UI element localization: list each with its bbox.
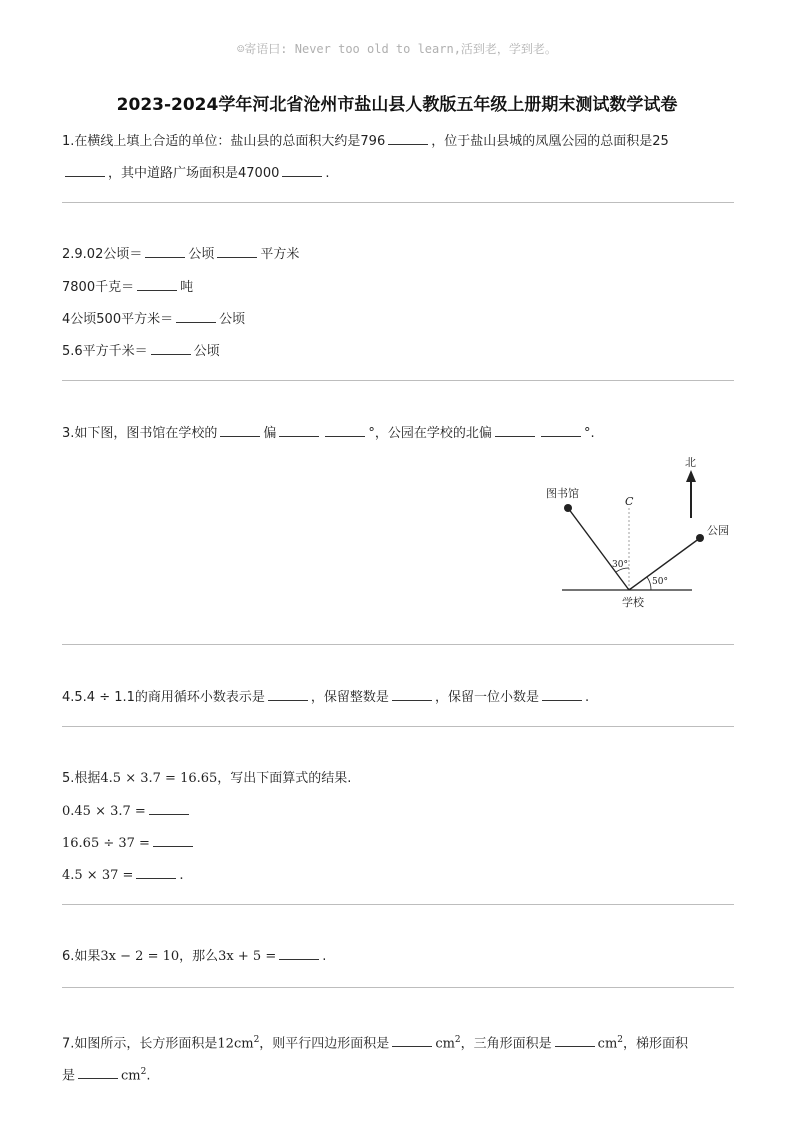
q4-blank-1[interactable]: [268, 688, 308, 701]
q7-blank-3[interactable]: [78, 1066, 118, 1079]
q7-sup-2: 2: [454, 1035, 461, 1045]
divider: [62, 644, 734, 645]
divider: [62, 987, 734, 988]
q5-l1-text: 0.45 × 3.7 =: [62, 804, 146, 819]
question-2-line-2: [62, 278, 193, 297]
q2-blank-4[interactable]: [176, 310, 216, 323]
divider: [62, 202, 734, 203]
question-3-line: [62, 424, 595, 443]
q4-blank-2[interactable]: [392, 688, 432, 701]
q5-l3-end: .: [179, 868, 184, 883]
q1-text-c: ，其中道路广场面积是47000: [108, 166, 280, 181]
q1-text-b: ，位于盐山县城的凤凰公园的总面积是25: [431, 134, 669, 149]
watermark: ☺寄语曰: Never too old to learn,活到老，学到老。: [237, 42, 557, 56]
question-5-intro: [62, 770, 351, 788]
q5-blank-2[interactable]: [153, 834, 193, 847]
q5-blank-3[interactable]: [136, 866, 176, 879]
q2-l3-text-b: 公顷: [219, 312, 246, 327]
q2-l1-text-a: 2.9.02公顷＝: [62, 247, 143, 262]
question-6-line: [62, 947, 326, 966]
q3-blank-1[interactable]: [220, 424, 260, 437]
q7-text-e: 是: [62, 1068, 76, 1084]
q7-text-d: ，梯形面积: [623, 1036, 689, 1052]
q1-blank-2[interactable]: [65, 164, 105, 177]
library-point: [564, 504, 572, 512]
question-7-line-2: [62, 1063, 151, 1085]
question-2-line-1: [62, 245, 299, 264]
school-label: 学校: [622, 596, 644, 609]
question-5-line-2: [62, 834, 196, 853]
q7-text-a: 7.如图所示，长方形面积是: [62, 1036, 218, 1052]
q2-l4-text-b: 公顷: [193, 344, 220, 359]
q7-sup-3: 2: [617, 1035, 624, 1045]
park-label: 公园: [707, 524, 729, 537]
q7-area-value: 12cm: [217, 1036, 254, 1052]
angle-50-label: 50°: [652, 577, 668, 587]
question-2-line-4: [62, 342, 220, 361]
question-1-line-2: [62, 164, 330, 183]
q1-blank-1[interactable]: [388, 132, 428, 145]
divider: [62, 904, 734, 905]
question-5-line-1: [62, 802, 192, 821]
q5-intro-text-a: 5.根据: [62, 771, 101, 786]
direction-diagram: [540, 450, 740, 620]
q3-text-a: 3.如下图，图书馆在学校的: [62, 426, 218, 441]
q5-intro-math: 4.5 × 3.7 = 16.65: [100, 771, 218, 786]
q6-blank-1[interactable]: [279, 947, 319, 960]
angle-arc-50: [647, 577, 651, 590]
park-point: [696, 534, 704, 542]
question-7-line-1: [62, 1031, 688, 1053]
question-5-line-3: [62, 866, 184, 885]
q2-blank-3[interactable]: [137, 278, 177, 291]
q1-text-a: 1.在横线上填上合适的单位：盐山县的总面积大约是796: [62, 134, 386, 149]
q6-text-b: ，那么: [179, 949, 219, 964]
q5-l2-text: 16.65 ÷ 37 =: [62, 836, 150, 851]
divider: [62, 380, 734, 381]
q7-text-b: ，则平行四边形面积是: [259, 1036, 390, 1052]
q5-blank-1[interactable]: [149, 802, 189, 815]
q3-text-c: °，公园在学校的北偏: [368, 426, 492, 441]
q7-unit-2: cm: [597, 1036, 618, 1052]
library-line: [568, 508, 629, 590]
north-label: 北: [685, 456, 696, 469]
question-1-line-1: [62, 132, 669, 151]
q6-text-c: .: [322, 949, 327, 964]
q4-text-d: .: [584, 690, 590, 705]
q2-l4-text-a: 5.6平方千米＝: [62, 344, 148, 359]
q2-blank-1[interactable]: [145, 245, 185, 258]
library-label: 图书馆: [546, 487, 579, 500]
q5-l3-text: 4.5 × 37 =: [62, 868, 134, 883]
q7-sup-4: 2: [140, 1067, 147, 1077]
q1-blank-3[interactable]: [282, 164, 322, 177]
q3-blank-3[interactable]: [325, 424, 365, 437]
q7-text-c: ，三角形面积是: [460, 1036, 552, 1052]
q7-unit-1: cm: [435, 1036, 455, 1052]
q2-l2-text-b: 吨: [180, 280, 194, 295]
q6-math-2: 3x + 5 =: [218, 949, 277, 964]
question-4-line: [62, 688, 589, 707]
q1-text-d: .: [325, 166, 330, 181]
q2-l3-text-a: 4公顷500平方米＝: [62, 312, 174, 327]
angle-30-label: 30°: [612, 560, 628, 570]
q2-blank-2[interactable]: [217, 245, 257, 258]
q4-text-c: ，保留一位小数是: [434, 690, 539, 705]
q7-end: .: [146, 1068, 151, 1084]
q5-intro-text-b: ，写出下面算式的结果.: [217, 771, 352, 786]
q6-text-a: 6.如果: [62, 949, 101, 964]
q3-blank-5[interactable]: [541, 424, 581, 437]
q7-blank-2[interactable]: [555, 1034, 595, 1047]
q7-sup-1: 2: [253, 1035, 260, 1045]
q2-l2-text-a: 7800千克＝: [62, 280, 135, 295]
q4-text-a: 4.5.4 ÷ 1.1的商用循环小数表示是: [62, 690, 265, 705]
q2-blank-5[interactable]: [151, 342, 191, 355]
page-title: 2023-2024学年河北省沧州市盐山县人教版五年级上册期末测试数学试卷: [116, 95, 678, 115]
north-arrow-head: [686, 470, 696, 482]
q7-unit-3: cm: [121, 1068, 141, 1084]
q3-blank-2[interactable]: [279, 424, 319, 437]
q3-blank-4[interactable]: [495, 424, 535, 437]
c-label: C: [625, 495, 634, 508]
q2-l1-text-b: 公顷: [188, 247, 215, 262]
q2-l1-text-c: 平方米: [260, 247, 300, 262]
divider: [62, 726, 734, 727]
q3-text-b: 偏: [263, 426, 277, 441]
q7-blank-1[interactable]: [392, 1034, 432, 1047]
q6-math-1: 3x − 2 = 10: [100, 949, 180, 964]
q4-blank-3[interactable]: [542, 688, 582, 701]
question-2-line-3: [62, 310, 245, 329]
q3-text-d: °.: [583, 426, 595, 441]
q4-text-b: ，保留整数是: [310, 690, 389, 705]
